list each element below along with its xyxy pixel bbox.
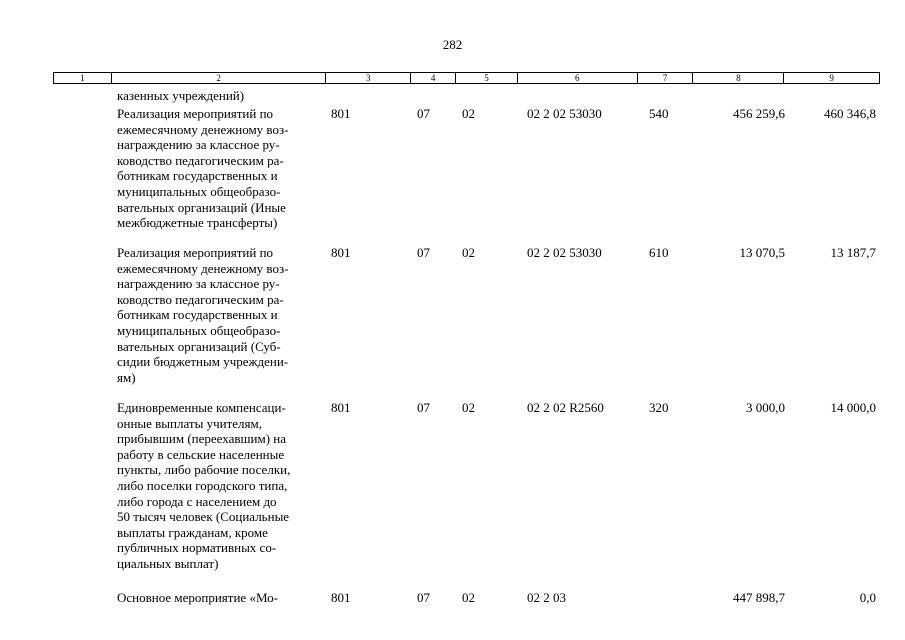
row-col9: 0,0 xyxy=(859,590,876,605)
header-cell-6: 6 xyxy=(518,73,638,83)
row-description: Реализация мероприятий по ежемесячному денежному воз- награждению за классное ру- ководство педагогическим ра- ботникам государственных и муниципальных общеобразо- вательных организаций (Суб- сидии бюджетным учреждени- ям) xyxy=(117,245,289,385)
row-col5: 02 xyxy=(462,590,475,605)
row-col9: 460 346,8 xyxy=(824,106,876,121)
header-cell-9: 9 xyxy=(829,73,834,83)
page-number: 282 xyxy=(442,37,463,52)
row-description: Единовременные компенсаци- онные выплаты учителям, прибывшим (переехавшим) на работу в сельские населенные пункты, либо рабочие поселки, либо поселки городского типа, либо города с населением до 50 тысяч человек (Социальные выплаты гражданам, кроме публичных нормативных со- циальных выплат) xyxy=(117,400,291,571)
row-col3: 801 xyxy=(331,590,351,605)
row-col6: 02 2 02 R2560 xyxy=(527,400,604,415)
row-col7: 610 xyxy=(649,245,669,260)
row-col6: 02 2 02 53030 xyxy=(527,245,602,260)
row-col4: 07 xyxy=(417,245,430,260)
lead-text: казенных учреждений) xyxy=(117,88,245,103)
row-col8: 447 898,7 xyxy=(733,590,785,605)
row-col4: 07 xyxy=(417,400,430,415)
row-col9: 13 187,7 xyxy=(830,245,876,260)
row-col5: 02 xyxy=(462,245,475,260)
row-description: Реализация мероприятий по ежемесячному денежному воз- награждению за классное ру- ководство педагогическим ра- ботникам государственных и муниципальных общеобразо- вательных организаций (Иные межбюджетные трансферты) xyxy=(117,106,289,231)
row-col5: 02 xyxy=(462,106,475,121)
header-cell-2: 2 xyxy=(112,73,326,83)
row-col9: 14 000,0 xyxy=(830,400,876,415)
row-col3: 801 xyxy=(331,106,351,121)
row-col4: 07 xyxy=(417,590,430,605)
row-col3: 801 xyxy=(331,245,351,260)
row-col3: 801 xyxy=(331,400,351,415)
header-cell-5: 5 xyxy=(456,73,518,83)
row-col6: 02 2 03 xyxy=(527,590,566,605)
row-col8: 3 000,0 xyxy=(746,400,785,415)
header-cell-8: 8 xyxy=(693,73,784,83)
row-col8: 13 070,5 xyxy=(739,245,785,260)
row-col4: 07 xyxy=(417,106,430,121)
header-cell-1: 1 xyxy=(54,73,112,83)
row-col5: 02 xyxy=(462,400,475,415)
row-col7: 540 xyxy=(649,106,669,121)
header-cell-7: 7 xyxy=(638,73,694,83)
row-col8: 456 259,6 xyxy=(733,106,785,121)
row-col7: 320 xyxy=(649,400,669,415)
header-cell-3: 3 xyxy=(326,73,411,83)
row-description: Основное мероприятие «Мо- xyxy=(117,590,279,605)
header-cell-4: 4 xyxy=(411,73,456,83)
row-col6: 02 2 02 53030 xyxy=(527,106,602,121)
